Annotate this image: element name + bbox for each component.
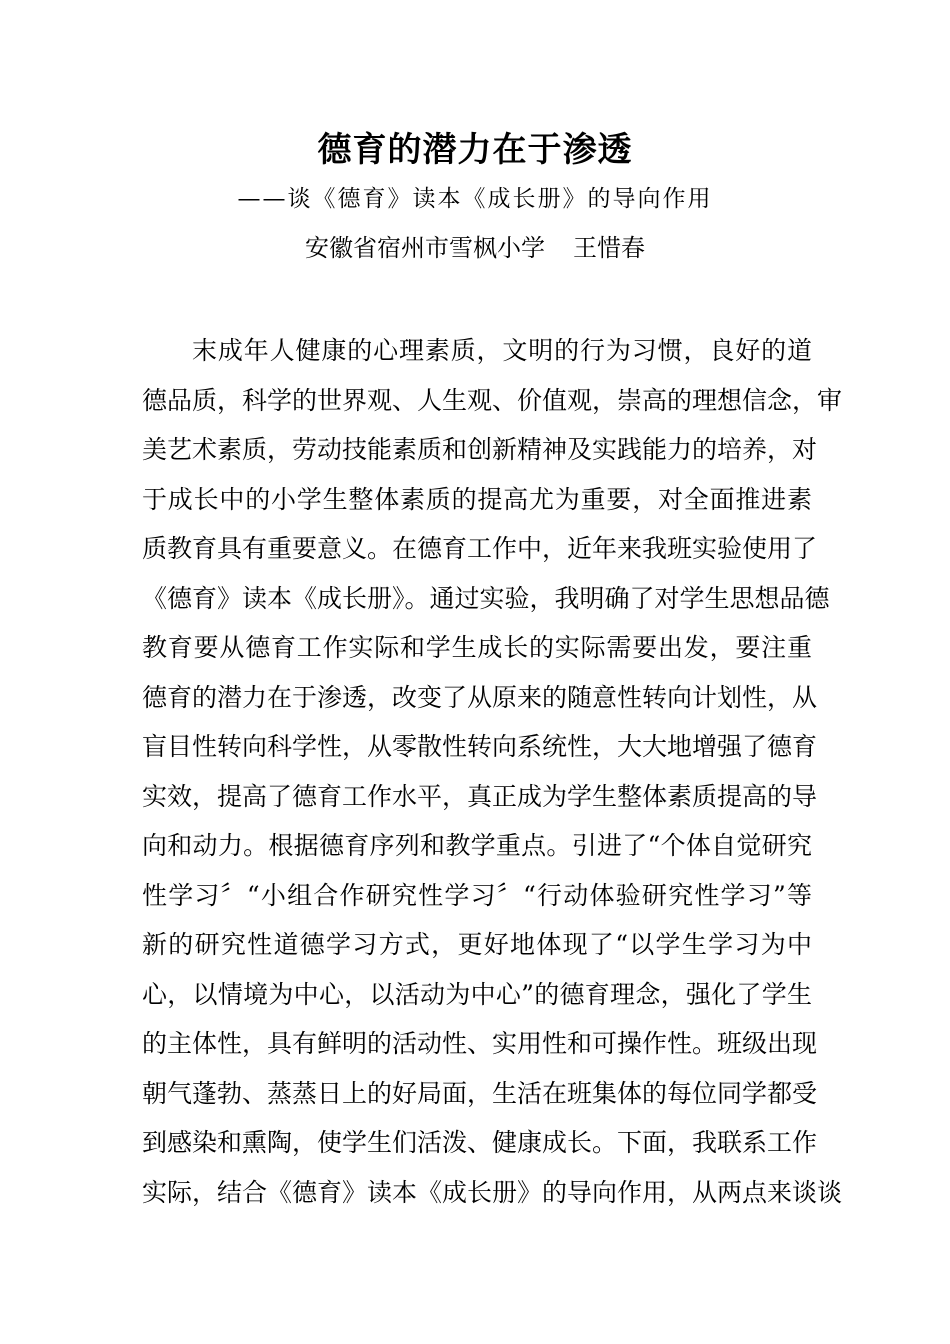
- author-name: 王惜春: [573, 234, 645, 262]
- paragraph-line: 于成长中的小学生整体素质的提高尤为重要，对全面推进素: [142, 484, 812, 514]
- paragraph-line: 德品质，科学的世界观、人生观、价值观，崇高的理想信念，审: [142, 385, 843, 415]
- paragraph-line: 性学习〞“小组合作研究性学习〞“行动体验研究性学习”等: [142, 880, 812, 910]
- paragraph-line: 的主体性，具有鲜明的活动性、实用性和可操作性。班级出现: [142, 1029, 818, 1058]
- paragraph-line: 新的研究性道德学习方式，更好地体现了“以学生学习为中: [142, 930, 812, 959]
- paragraph-line: 心，以情境为中心，以活动为中心”的德育理念，强化了学生: [142, 979, 812, 1009]
- paragraph-line: 朝气蓬勃、蒸蒸日上的好局面，生活在班集体的每位同学都受: [142, 1078, 818, 1108]
- paragraph-line: 末成年人健康的心理素质，文明的行为习惯，良好的道: [192, 336, 812, 365]
- paragraph-line: 到感染和熏陶，使学生们活泼、健康成长。下面，我联系工作: [142, 1128, 818, 1157]
- paragraph-line: 实际，结合《德育》读本《成长册》的导向作用，从两点来谈谈: [142, 1177, 843, 1207]
- paragraph-line: 质教育具有重要意义。在德育工作中，近年来我班实验使用了: [142, 534, 818, 563]
- paragraph-line: 实效，提高了德育工作水平，真正成为学生整体素质提高的导: [142, 781, 818, 811]
- paragraph-line: 德育的潜力在于渗透，改变了从原来的随意性转向计划性，从: [142, 682, 818, 712]
- document-subtitle: ——谈《德育》读本《成长册》的导向作用: [237, 186, 713, 212]
- paragraph-line: 《德育》读本《成长册》。通过实验，我明确了对学生思想品德: [142, 583, 830, 613]
- paragraph-line: 盲目性转向科学性，从零散性转向系统性，大大地增强了德育: [142, 732, 818, 761]
- document-title: 德育的潜力在于渗透: [317, 130, 633, 170]
- body-paragraph: [142, 334, 843, 1225]
- author-line: [0, 230, 950, 266]
- paragraph-line: 教育要从德育工作实际和学生成长的实际需要出发，要注重: [142, 633, 812, 662]
- paragraph-line: 美艺术素质，劳动技能素质和创新精神及实践能力的培养，对: [142, 435, 818, 464]
- paragraph-line: 向和动力。根据德育序列和教学重点。引进了“个体自觉研究: [142, 831, 812, 860]
- author-school: 安徽省宿州市雪枫小学: [305, 234, 545, 262]
